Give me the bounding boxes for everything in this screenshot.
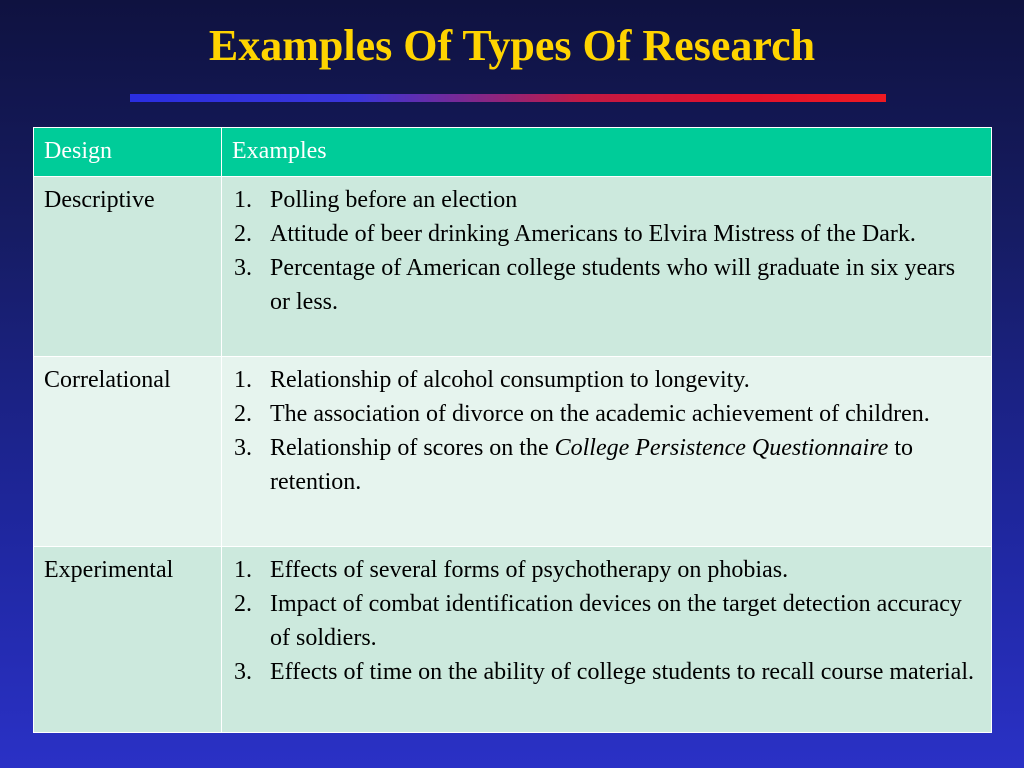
list-item bbox=[232, 217, 981, 251]
design-cell: Descriptive bbox=[34, 177, 222, 357]
table-row-correlational bbox=[34, 357, 992, 547]
list-item bbox=[232, 183, 981, 217]
list-item-text: Attitude of beer drinking Americans to Elvira Mistress of the Dark. bbox=[270, 221, 916, 247]
list-item bbox=[232, 553, 981, 587]
list-item-text: Percentage of American college students who will graduate in six years or less. bbox=[270, 255, 956, 315]
list-item-text: Impact of combat identification devices on the target detection accuracy of soldiers. bbox=[270, 591, 962, 651]
column-header-design: Design bbox=[34, 128, 222, 177]
title-underline-divider bbox=[130, 94, 886, 102]
table-header-row bbox=[34, 128, 992, 177]
list-item-number: 1. bbox=[234, 557, 252, 583]
table-row-descriptive bbox=[34, 177, 992, 357]
list-item-number: 3. bbox=[234, 659, 252, 685]
list-item-number: 3. bbox=[234, 435, 252, 461]
list-item bbox=[232, 363, 981, 397]
list-item-text: Effects of time on the ability of college students to recall course material. bbox=[270, 659, 974, 685]
list-item bbox=[232, 397, 981, 431]
list-item bbox=[232, 251, 981, 319]
examples-list bbox=[232, 553, 981, 689]
list-item-number: 1. bbox=[234, 187, 252, 213]
list-item bbox=[232, 587, 981, 655]
list-item-text: Effects of several forms of psychotherapy on phobias. bbox=[270, 557, 789, 583]
column-header-examples: Examples bbox=[222, 128, 992, 177]
table-row-experimental bbox=[34, 547, 992, 733]
examples-cell bbox=[222, 177, 992, 357]
research-types-table-container bbox=[33, 127, 991, 733]
examples-cell bbox=[222, 547, 992, 733]
examples-cell bbox=[222, 357, 992, 547]
list-item-number: 3. bbox=[234, 255, 252, 281]
list-item-text: Polling before an election bbox=[270, 187, 518, 213]
list-item-number: 2. bbox=[234, 591, 252, 617]
list-item bbox=[232, 431, 981, 499]
list-item-text-after: to retention. bbox=[270, 435, 913, 495]
design-cell: Experimental bbox=[34, 547, 222, 733]
list-item-number: 1. bbox=[234, 367, 252, 393]
list-item-number: 2. bbox=[234, 401, 252, 427]
design-cell: Correlational bbox=[34, 357, 222, 547]
list-item-text: Relationship of alcohol consumption to longevity. bbox=[270, 367, 750, 393]
list-item-number: 2. bbox=[234, 221, 252, 247]
list-item-text-before: Relationship of scores on the bbox=[270, 435, 555, 461]
examples-list bbox=[232, 183, 981, 319]
questionnaire-title-italic: College Persistence Questionnaire bbox=[554, 435, 889, 461]
research-types-table bbox=[33, 127, 992, 733]
slide-title: Examples Of Types Of Research bbox=[208, 21, 816, 70]
list-item bbox=[232, 655, 981, 689]
list-item-text: The association of divorce on the academic achievement of children. bbox=[270, 401, 930, 427]
examples-list bbox=[232, 363, 981, 499]
